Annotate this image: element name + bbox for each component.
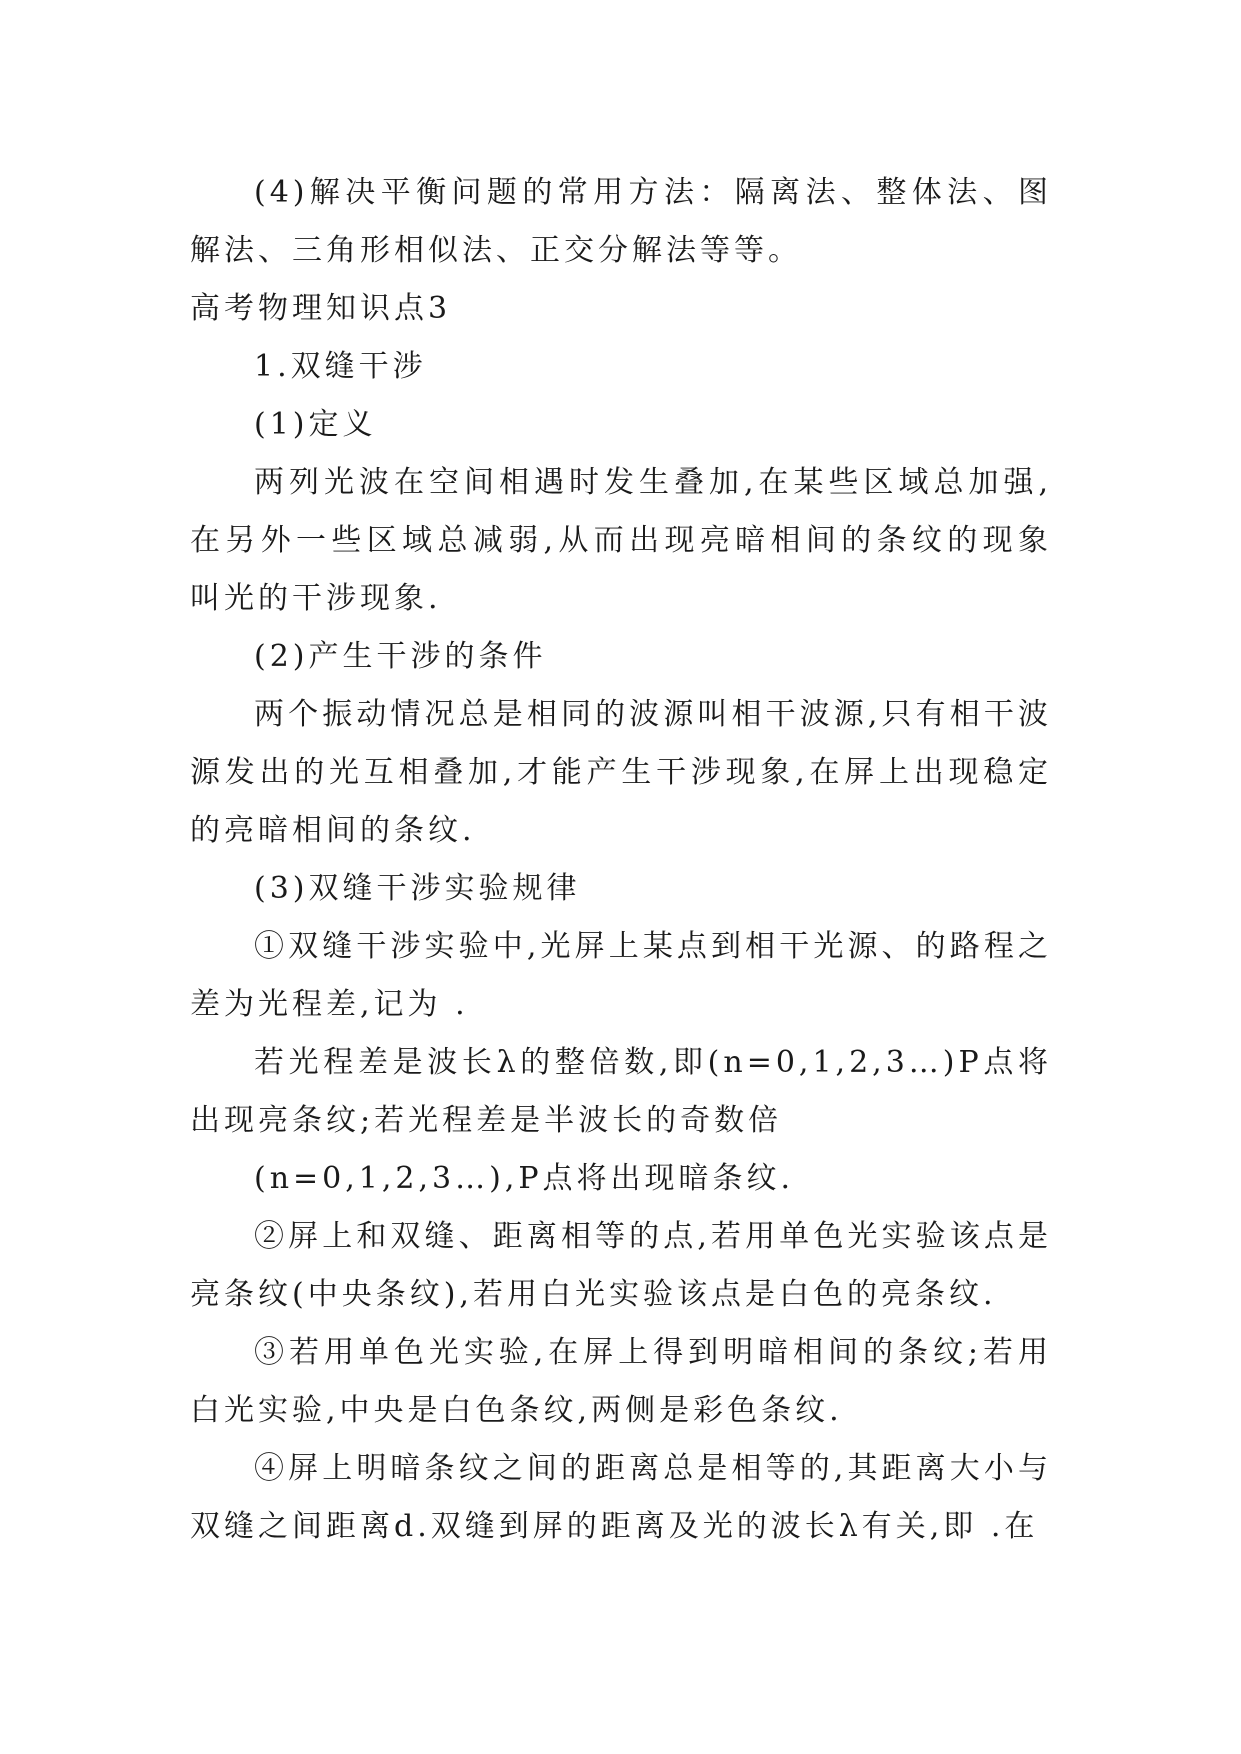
paragraph-conditions: 两个振动情况总是相同的波源叫相干波源,只有相干波源发出的光互相叠加,才能产生干涉现象,在屏上出现稳定的亮暗相间的条纹. bbox=[190, 697, 1052, 848]
paragraph-bright-fringe: 若光程差是波长λ的整倍数,即(n=0,1,2,3…)P点将出现亮条纹;若光程差是半波长的奇数倍 bbox=[190, 1045, 1052, 1138]
document-body bbox=[190, 164, 1052, 1556]
paragraph-rule-4: ④屏上明暗条纹之间的距离总是相等的,其距离大小与双缝之间距离d.双缝到屏的距离及光的波长λ有关,即 .在 bbox=[190, 1451, 1052, 1544]
section-heading: 高考物理知识点3 bbox=[190, 291, 452, 326]
item-heading-definition: (1)定义 bbox=[254, 407, 377, 442]
paragraph-definition: 两列光波在空间相遇时发生叠加,在某些区域总加强,在另外一些区域总减弱,从而出现亮暗相间的条纹的现象叫光的干涉现象. bbox=[190, 465, 1052, 616]
item-heading-rules: (3)双缝干涉实验规律 bbox=[254, 871, 581, 906]
paragraph-balance-methods: (4)解决平衡问题的常用方法：隔离法、整体法、图解法、三角形相似法、正交分解法等等。 bbox=[190, 175, 1052, 268]
paragraph-dark-fringe: (n=0,1,2,3…),P点将出现暗条纹. bbox=[254, 1161, 795, 1196]
item-heading-conditions: (2)产生干涉的条件 bbox=[254, 639, 547, 674]
paragraph-rule-1: ①双缝干涉实验中,光屏上某点到相干光源、的路程之差为光程差,记为 . bbox=[190, 929, 1052, 1022]
subsection-heading: 1.双缝干涉 bbox=[254, 349, 427, 384]
paragraph-rule-3: ③若用单色光实验,在屏上得到明暗相间的条纹;若用白光实验,中央是白色条纹,两侧是彩色条纹. bbox=[190, 1335, 1052, 1428]
paragraph-rule-2: ②屏上和双缝、距离相等的点,若用单色光实验该点是亮条纹(中央条纹),若用白光实验该点是白色的亮条纹. bbox=[190, 1219, 1052, 1312]
